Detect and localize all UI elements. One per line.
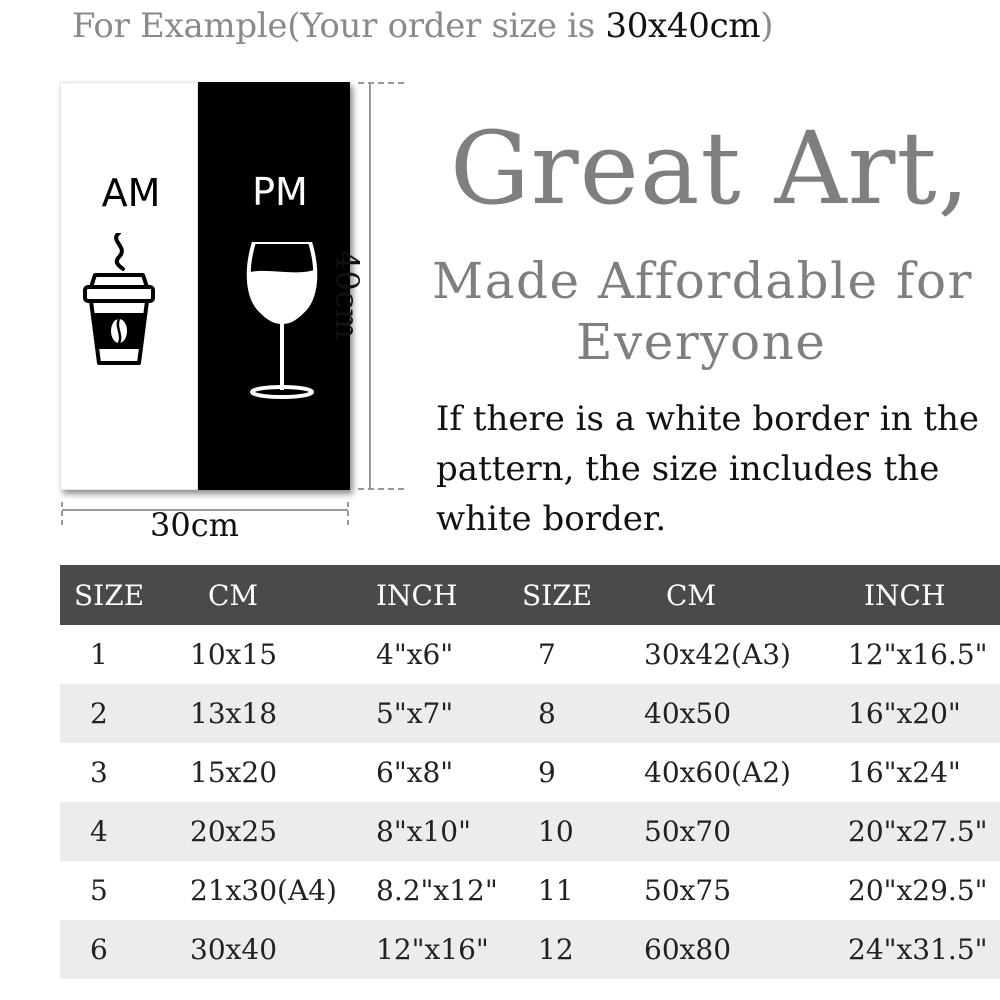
table-cell: 8 (522, 684, 644, 743)
table-cell: 30x40 (186, 920, 370, 979)
height-dimension-label: 40cm (328, 250, 366, 339)
table-cell: 40x60(A2) (644, 756, 791, 789)
table-cell: 10 (522, 802, 644, 861)
table-cell: 20"x29.5" (848, 874, 988, 907)
table-cell: 20"x27.5" (846, 802, 1000, 861)
table-cell: 60x80 (644, 920, 846, 979)
table-cell: 12"x16.5" (848, 638, 988, 671)
header-size-2: SIZE (522, 565, 644, 625)
table-cell: 16"x20" (846, 684, 1000, 743)
table-cell: 8"x10" (370, 802, 522, 861)
table-row (60, 920, 1000, 979)
table-cell: 20x25 (186, 802, 370, 861)
headline-subtitle-line2: Everyone (576, 313, 827, 371)
header-inch-1: INCH (370, 565, 522, 625)
table-cell: 6 (60, 920, 186, 979)
table-cell: 3 (90, 756, 108, 789)
pm-label: PM (252, 170, 308, 214)
table-row (60, 743, 1000, 802)
table-cell: 4"x6" (376, 638, 454, 671)
table-cell: 10x15 (190, 638, 278, 671)
example-size-header (72, 6, 773, 46)
table-cell: 7 (538, 638, 556, 671)
header-cm-1: CM (186, 565, 370, 625)
header-size: 30x40cm (605, 6, 761, 46)
table-row (60, 684, 1000, 743)
table-header-row (60, 565, 1000, 625)
coffee-cup-icon (81, 233, 181, 453)
table-cell: 2 (60, 684, 186, 743)
table-cell: 9 (538, 756, 556, 789)
table-cell: 4 (60, 802, 186, 861)
poster-panel-am (60, 82, 198, 490)
table-cell: 21x30(A4) (190, 874, 337, 907)
table-cell: 15x20 (190, 756, 278, 789)
header-size-1: SIZE (60, 565, 186, 625)
header-prefix: For Example(Your order size is (72, 6, 606, 46)
header-inch-2: INCH (846, 565, 1000, 625)
table-cell: 5 (90, 874, 108, 907)
table-cell: 30x42(A3) (644, 638, 791, 671)
header-suffix: ) (760, 6, 774, 46)
table-cell: 6"x8" (376, 756, 454, 789)
size-chart-table (60, 565, 1000, 979)
table-cell: 11 (538, 874, 574, 907)
table-cell: 13x18 (186, 684, 370, 743)
table-cell: 5"x7" (370, 684, 522, 743)
am-label: AM (101, 171, 161, 215)
headline-subtitle-line1: Made Affordable for (432, 252, 974, 310)
table-cell: 50x75 (644, 874, 732, 907)
table-row (60, 625, 1000, 684)
table-cell: 8.2"x12" (376, 874, 498, 907)
table-cell: 50x70 (644, 802, 846, 861)
table-row (60, 861, 1000, 920)
table-cell: 12"x16" (370, 920, 522, 979)
table-cell: 12 (522, 920, 644, 979)
header-cm-2: CM (644, 565, 846, 625)
table-cell: 24"x31.5" (846, 920, 1000, 979)
table-cell: 40x50 (644, 684, 846, 743)
headline-title: Great Art, (450, 110, 971, 227)
table-cell: 16"x24" (848, 756, 961, 789)
white-border-note: If there is a white border in the pattern, the size includes the white border. (436, 399, 980, 539)
width-dimension-label: 30cm (150, 506, 239, 544)
table-cell: 1 (90, 638, 108, 671)
table-row (60, 802, 1000, 861)
poster-preview (60, 82, 350, 490)
